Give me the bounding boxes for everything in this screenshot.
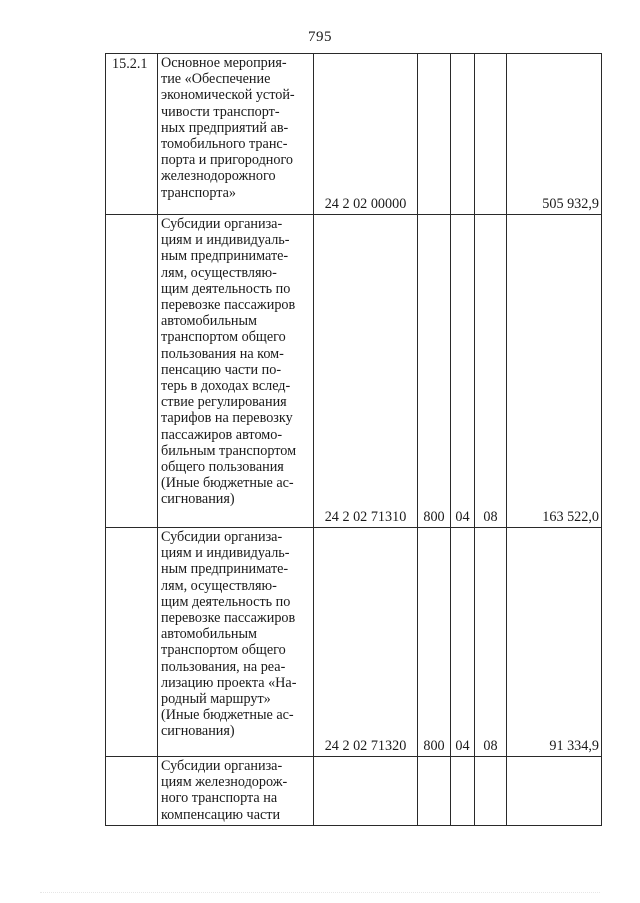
table-row (106, 54, 602, 215)
table-row (106, 528, 602, 757)
row-name-cell: Субсидии организа- циям и индивидуаль- ным предпринимате- лям, осуществляю- щим деятельность по перевозке пассажиров автомобильным транспортом общего пользования на ком- пенсацию части по- терь в доходах вслед- ствие регулирования тарифов на перевозку пассажиров автомо- бильным транспортом общего пользования (Иные бюджетные ас- сигнования) (158, 215, 314, 528)
row-number-cell (106, 757, 158, 826)
section-cell: 04 (451, 215, 475, 528)
expense-type-cell: 800 (418, 215, 451, 528)
subsection-cell (475, 54, 507, 215)
subsection-cell: 08 (475, 215, 507, 528)
section-cell: 04 (451, 528, 475, 757)
expense-type-cell (418, 757, 451, 826)
amount-cell: 505 932,9 (507, 54, 602, 215)
subsection-cell: 08 (475, 528, 507, 757)
amount-cell (507, 757, 602, 826)
table-row (106, 757, 602, 826)
target-article-code-cell: 24 2 02 71310 (314, 215, 418, 528)
row-number-cell: 15.2.1 (106, 54, 158, 215)
row-number-cell (106, 215, 158, 528)
target-article-code-cell: 24 2 02 00000 (314, 54, 418, 215)
target-article-code-cell (314, 757, 418, 826)
amount-cell: 163 522,0 (507, 215, 602, 528)
section-cell (451, 757, 475, 826)
budget-table (105, 53, 602, 826)
amount-cell: 91 334,9 (507, 528, 602, 757)
scan-artifact-divider (40, 891, 600, 893)
section-cell (451, 54, 475, 215)
row-number-cell (106, 528, 158, 757)
expense-type-cell: 800 (418, 528, 451, 757)
row-name-cell: Основное мероприя- тие «Обеспечение экономической устой- чивости транспорт- ных предприятий ав- томобильного транс- порта и пригородного железнодорожного транспорта» (158, 54, 314, 215)
subsection-cell (475, 757, 507, 826)
target-article-code-cell: 24 2 02 71320 (314, 528, 418, 757)
table-row (106, 215, 602, 528)
page-number: 795 (308, 29, 332, 45)
row-name-cell: Субсидии организа- циям железнодорож- ного транспорта на компенсацию части (158, 757, 314, 826)
expense-type-cell (418, 54, 451, 215)
row-name-cell: Субсидии организа- циям и индивидуаль- ным предпринимате- лям, осуществляю- щим деятельность по перевозке пассажиров автомобильным транспортом общего пользования, на реа- лизацию проекта «На- родный маршрут» (Иные бюджетные ас- сигнования) (158, 528, 314, 757)
